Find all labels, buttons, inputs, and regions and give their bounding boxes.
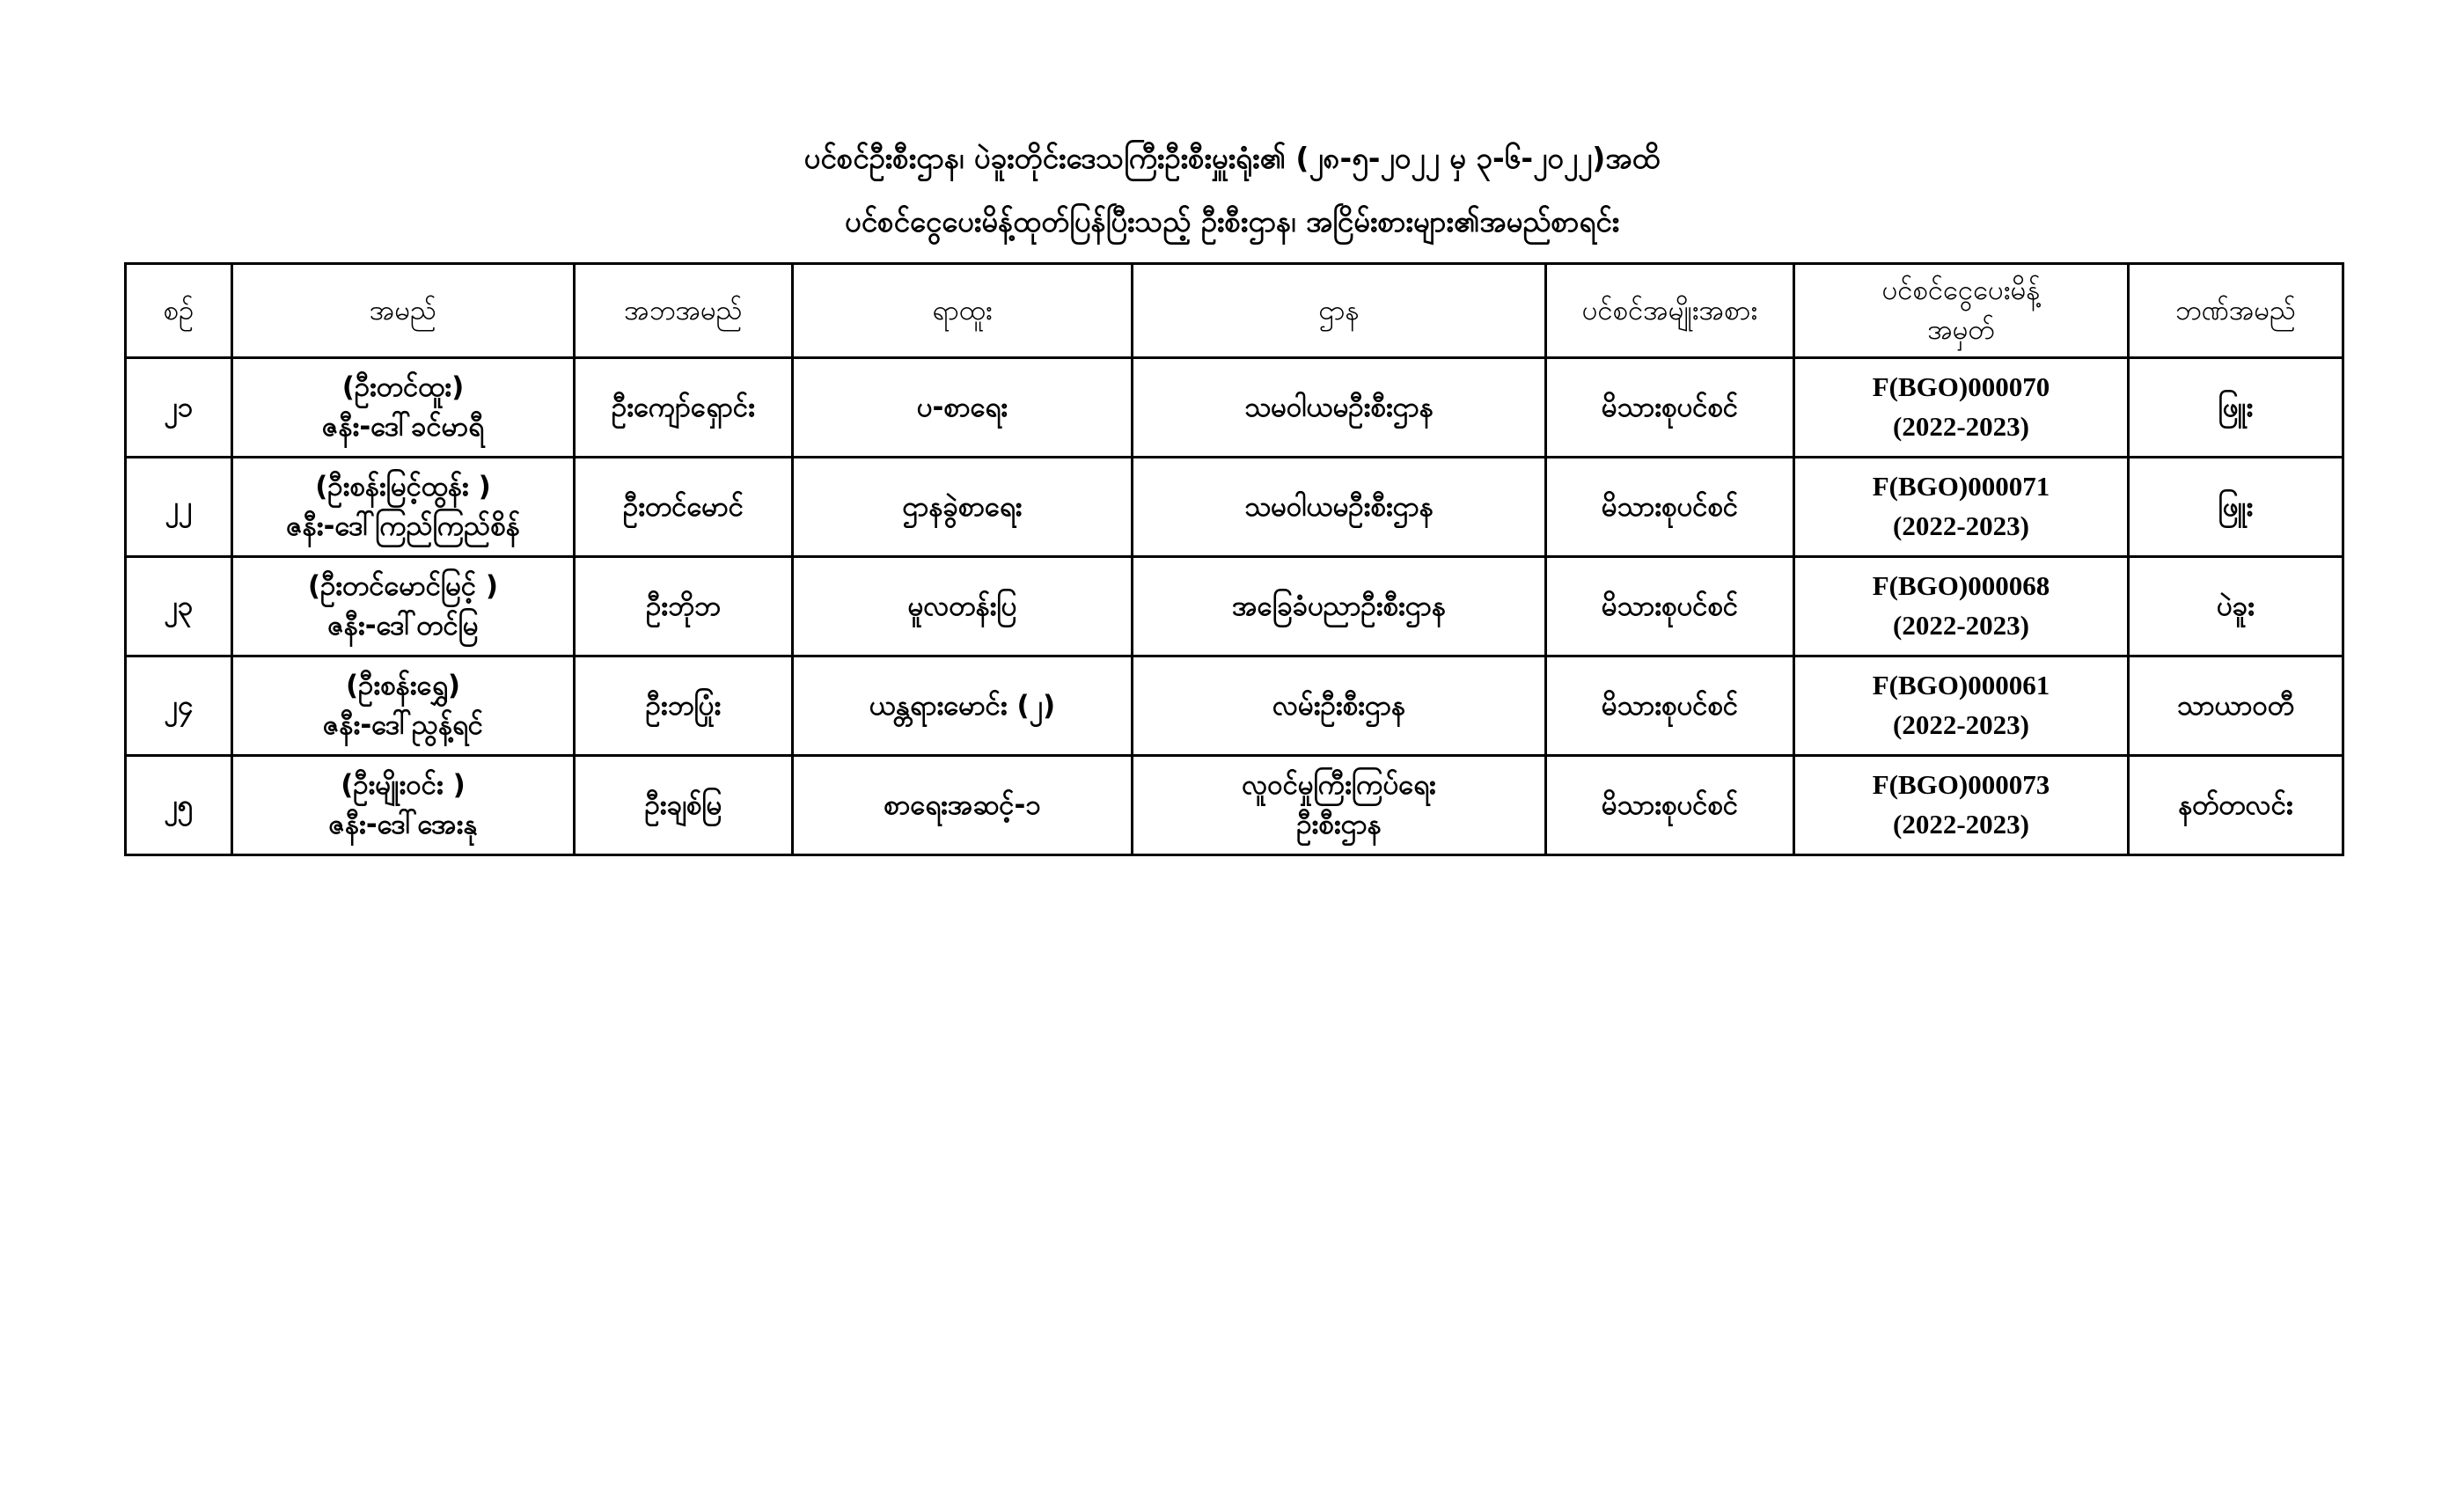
- row-bank: ဖြူး: [2129, 358, 2343, 458]
- table-row: [126, 557, 2343, 656]
- row-order-year: (2022-2023): [1893, 709, 2029, 740]
- row-dept-line1: လမ်းဦးစီးဌာန: [1272, 689, 1405, 722]
- header-bank-name: ဘဏ်အမည်: [2129, 264, 2343, 358]
- header-no: စဉ်: [126, 264, 232, 358]
- row-name-line2: ဇနီး-ဒေါ်အေးနု: [328, 809, 478, 840]
- row-order-no: [1794, 656, 2129, 756]
- row-name: [232, 458, 575, 557]
- row-no: ၂၄: [126, 656, 232, 756]
- row-bank: သာယာဝတီ: [2129, 656, 2343, 756]
- row-rank: မူလတန်းပြ: [793, 557, 1133, 656]
- row-name-line2: ဇနီး-ဒေါ်ညွန့်ရင်: [322, 709, 483, 741]
- row-bank: နတ်တလင်း: [2129, 756, 2343, 855]
- row-order-code: F(BGO)000068: [1872, 570, 2050, 602]
- row-name-line2: ဇနီး-ဒေါ်တင်မြ: [327, 610, 479, 642]
- row-dept-line1: သမဝါယမဦးစီးဌာန: [1244, 490, 1434, 523]
- header-order-no-line1: ပင်စင်ငွေပေးမိန့်: [1881, 275, 2041, 307]
- row-no: ၂၅: [126, 756, 232, 855]
- row-rank: ယန္တရားမောင်း (၂): [793, 656, 1133, 756]
- table-row: [126, 358, 2343, 458]
- row-father-name: ဦးကျော်ရှောင်း: [575, 358, 793, 458]
- row-rank: စာရေးအဆင့်-၁: [793, 756, 1133, 855]
- row-name-line2: ဇနီး-ဒေါ်ကြည်ကြည်စိန်: [286, 510, 520, 542]
- row-order-code: F(BGO)000061: [1872, 670, 2050, 701]
- row-order-year: (2022-2023): [1893, 610, 2029, 641]
- table-row: [126, 458, 2343, 557]
- row-department: [1133, 358, 1546, 458]
- pension-records-table: [124, 262, 2344, 856]
- row-dept-line2: ဦးစီးဌာန: [1296, 809, 1382, 840]
- table-row: [126, 756, 2343, 855]
- row-pension-type: မိသားစုပင်စင်: [1546, 756, 1794, 855]
- row-order-year: (2022-2023): [1893, 510, 2029, 541]
- row-order-no: [1794, 458, 2129, 557]
- row-name-line1: (ဦးမျိုးဝင်း ): [341, 769, 466, 802]
- row-order-code: F(BGO)000070: [1872, 371, 2050, 403]
- row-name-line2: ဇနီး-ဒေါ်ခင်မာရီ: [322, 411, 484, 443]
- row-bank: ပဲခူး: [2129, 557, 2343, 656]
- row-department: [1133, 458, 1546, 557]
- row-name-line1: (ဦးတင်ထူး): [341, 371, 465, 404]
- row-order-year: (2022-2023): [1893, 809, 2029, 840]
- row-no: ၂၁: [126, 358, 232, 458]
- header-rank: ရာထူး: [793, 264, 1133, 358]
- document-title-line1: ပင်စင်ဦးစီးဌာန၊ ပဲခူးတိုင်းဒေသကြီးဦးစီးမှူးရုံး၏ (၂၈-၅-၂၀၂၂ မှ ၃-၆-၂၀၂၂)အထိ: [803, 141, 1661, 175]
- row-pension-type: မိသားစုပင်စင်: [1546, 656, 1794, 756]
- row-rank: ပ-စာရေး: [793, 358, 1133, 458]
- header-pension-type: ပင်စင်အမျိုးအစား: [1546, 264, 1794, 358]
- row-name: [232, 358, 575, 458]
- header-order-no-line2: အမှတ်: [1927, 314, 1995, 346]
- row-order-year: (2022-2023): [1893, 411, 2029, 442]
- row-department: [1133, 557, 1546, 656]
- row-department: [1133, 756, 1546, 855]
- table-row: [126, 656, 2343, 756]
- row-bank: ဖြူး: [2129, 458, 2343, 557]
- header-name: အမည်: [232, 264, 575, 358]
- row-name-line1: (ဦးတင်မောင်မြင့် ): [307, 570, 499, 603]
- row-name: [232, 756, 575, 855]
- header-order-no: [1794, 264, 2129, 358]
- row-order-no: [1794, 358, 2129, 458]
- row-no: ၂၃: [126, 557, 232, 656]
- row-rank: ဌာနခွဲစာရေး: [793, 458, 1133, 557]
- row-no: ၂၂: [126, 458, 232, 557]
- row-father-name: ဦးတင်မောင်: [575, 458, 793, 557]
- row-name-line1: (ဦးစန်းရွှေ): [346, 670, 460, 702]
- row-name: [232, 656, 575, 756]
- header-father-name: အဘအမည်: [575, 264, 793, 358]
- row-name-line1: (ဦးစန်းမြင့်ထွန်း ): [315, 471, 491, 503]
- row-father-name: ဦးဘပြုံး: [575, 656, 793, 756]
- document-title-line2: ပင်စင်ငွေပေးမိန့်ထုတ်ပြန်ပြီးသည့် ဦးစီးဌာန၊ အငြိမ်းစားများ၏အမည်စာရင်း: [844, 204, 1620, 238]
- row-dept-line1: အခြေခံပညာဦးစီးဌာန: [1232, 590, 1446, 622]
- row-order-no: [1794, 557, 2129, 656]
- row-department: [1133, 656, 1546, 756]
- row-order-no: [1794, 756, 2129, 855]
- row-order-code: F(BGO)000073: [1872, 769, 2050, 801]
- row-dept-line1: လူဝင်မှုကြီးကြပ်ရေး: [1242, 769, 1436, 802]
- table-header-row: [126, 264, 2343, 358]
- row-pension-type: မိသားစုပင်စင်: [1546, 557, 1794, 656]
- header-department: ဌာန: [1133, 264, 1546, 358]
- row-father-name: ဦးချစ်မြ: [575, 756, 793, 855]
- row-father-name: ဦးဘိုဘ: [575, 557, 793, 656]
- row-dept-line1: သမဝါယမဦးစီးဌာန: [1244, 391, 1434, 423]
- row-pension-type: မိသားစုပင်စင်: [1546, 358, 1794, 458]
- row-pension-type: မိသားစုပင်စင်: [1546, 458, 1794, 557]
- row-order-code: F(BGO)000071: [1872, 471, 2050, 502]
- row-name: [232, 557, 575, 656]
